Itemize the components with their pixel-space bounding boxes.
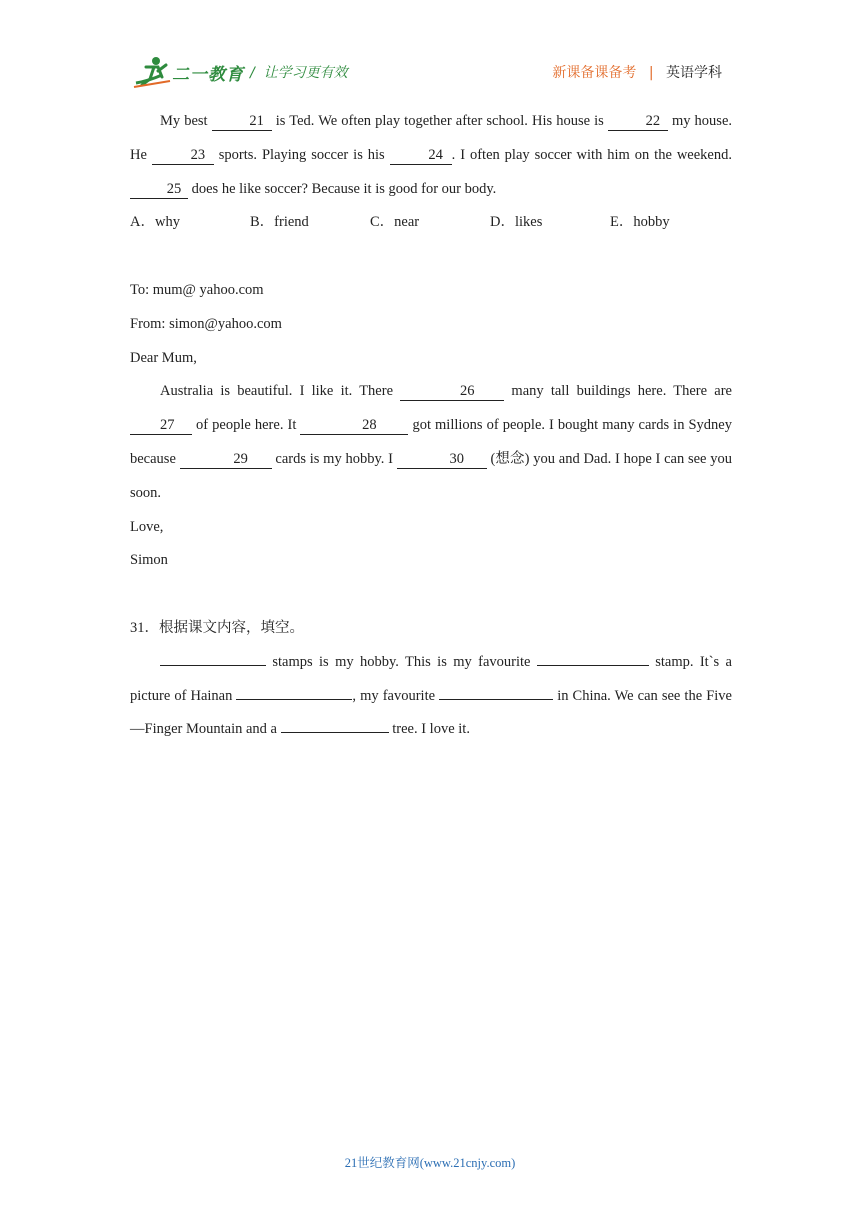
blank-31-4: [439, 699, 553, 700]
email-body: Australia is beautiful. I like it. There 26 many tall buildings here. There are 27 of people here. It 28 got millions of people. I bought many cards in Sydney because 29 cards is my hobby. I 30 (想念) you and Dad. I hope I can see you soon.: [130, 383, 732, 501]
blank-30: 30: [397, 450, 487, 469]
email-signature: Simon: [130, 552, 168, 569]
blank-31-3: [236, 699, 352, 700]
document-body: [130, 105, 732, 747]
options-row: [130, 206, 732, 240]
question-31-body: stamps is my hobby. This is my favourite stamp. It`s a picture of Hainan , my favourite in China. We can see the Five—Finger Mountain and a tree. I love it.: [130, 653, 732, 738]
blank-31-2: [537, 665, 649, 666]
page-header: [0, 0, 860, 100]
blank-24: 24: [390, 146, 452, 165]
option-c: C．near: [370, 214, 420, 231]
option-e: E．hobby: [610, 214, 670, 231]
header-subject: 英语学科: [666, 65, 722, 81]
logo-text: 二一教育: [172, 65, 244, 85]
blank-21: 21: [212, 112, 272, 131]
blank-22: 22: [608, 112, 668, 131]
blank-23: 23: [152, 146, 214, 165]
blank-27: 27: [130, 416, 192, 435]
page-footer: 21世纪教育网(www.21cnjy.com): [344, 1156, 516, 1170]
option-b: B．friend: [250, 214, 309, 231]
passage-1: My best 21 is Ted. We often play together after school. His house is 22 my house. He 23 sports. Playing soccer is his 24 . I often play soccer with him on the weekend. 25 does he like soccer? Because it is good for our body.: [130, 113, 733, 197]
option-d: D．likes: [490, 214, 543, 231]
option-a: A．why: [130, 214, 180, 231]
blank-31-1: [160, 665, 266, 666]
email-to: To: mum@ yahoo.com: [130, 281, 264, 298]
blank-29: 29: [180, 450, 272, 469]
header-tagline: 新课备课备考: [552, 65, 637, 81]
email-from: From: simon@yahoo.com: [130, 315, 282, 332]
email-closing: Love,: [130, 518, 164, 535]
slogan: / 让学习更有效: [250, 65, 348, 81]
header-separator: |: [648, 65, 654, 81]
question-31-title: 31．根据课文内容，填空。: [130, 619, 304, 636]
blank-31-5: [281, 732, 389, 733]
email-greeting: Dear Mum,: [130, 349, 197, 366]
blank-25: 25: [130, 180, 188, 199]
blank-28: 28: [300, 416, 408, 435]
header-right: [552, 62, 722, 82]
blank-26: 26: [400, 382, 504, 401]
